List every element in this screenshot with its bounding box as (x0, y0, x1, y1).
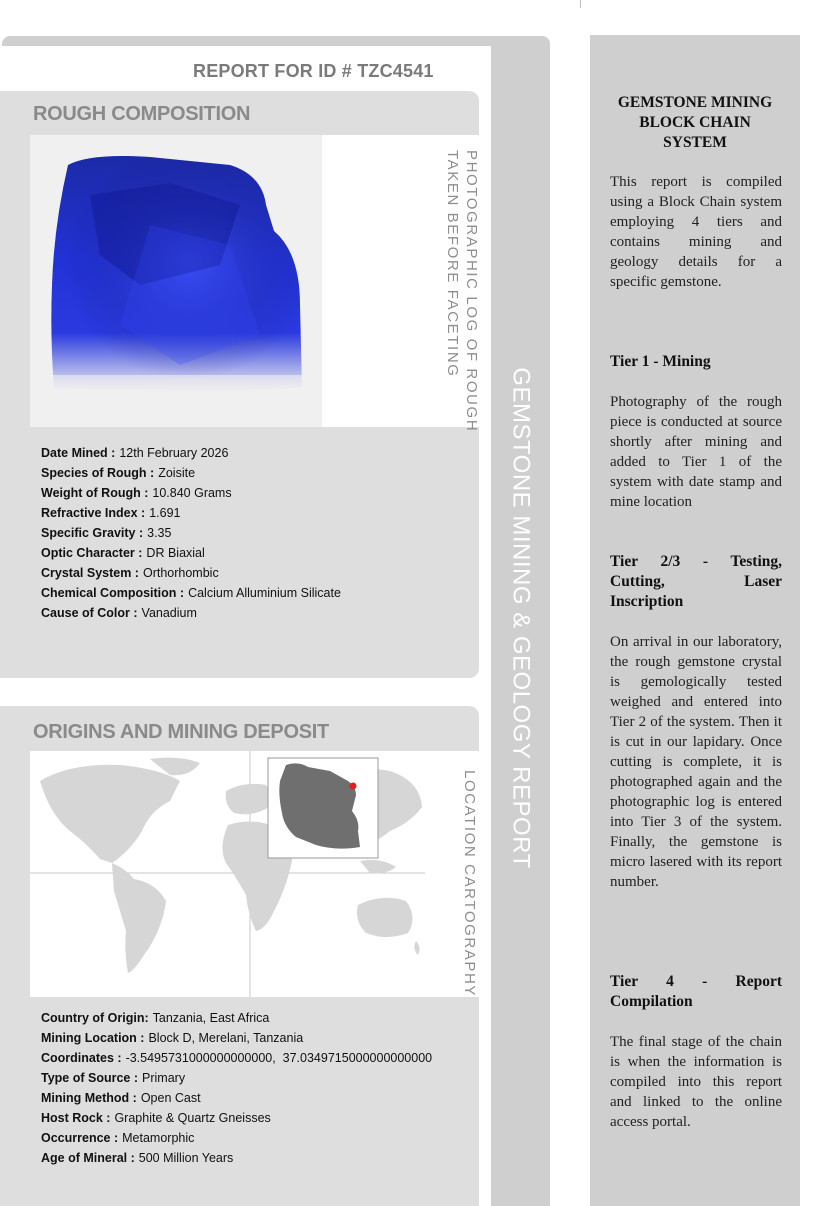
spec-label: Date Mined : (41, 446, 116, 460)
spec-row-chemical-composition (41, 583, 341, 603)
spec-label: Species of Rough : (41, 466, 155, 480)
band-text-holder (491, 360, 550, 876)
spec-label: Cause of Color : (41, 606, 138, 620)
spec-row-mining-method (41, 1088, 432, 1108)
spec-row-optic-character (41, 543, 341, 563)
tier4-heading: Tier 4 - Report Compilation (610, 973, 782, 1010)
tier1-heading: Tier 1 - Mining (610, 353, 711, 370)
tier23-heading: Tier 2/3 - Testing, Cutting, Laser Inscription (610, 553, 782, 610)
spec-label: Weight of Rough : (41, 486, 149, 500)
rough-photo-caption-line1: PHOTOGRAPHIC LOG OF ROUGH (463, 150, 480, 433)
spec-label: Chemical Composition : (41, 586, 185, 600)
map-caption: LOCATION CARTOGRAPHY (461, 770, 478, 998)
spec-value: Graphite & Quartz Gneisses (114, 1111, 271, 1125)
spec-value: Metamorphic (122, 1131, 195, 1145)
tier1-text: Photography of the rough piece is conducted at source shortly after mining and added to Tier 1 of the system with date stamp and mine location (610, 394, 782, 510)
spec-value: 12th February 2026 (119, 446, 229, 460)
spec-label: Type of Source : (41, 1071, 139, 1085)
spec-row-specific-gravity (41, 523, 341, 543)
top-header-bar (2, 36, 550, 46)
spec-value: 3.35 (147, 526, 172, 540)
spec-value: Orthorhombic (142, 566, 219, 580)
world-map (30, 751, 425, 997)
tier23-text: On arrival in our laboratory, the rough gemstone crystal is gemologically tested weighed and entered into Tier 2 of the system. Then it is cut in our lapidary. Once cutting is complete, it is photographed again and the photographic log is entered into Tier 3 of the system. Finally, the gemstone is micro lasered with its report number. (610, 634, 782, 890)
spec-value: -3.5495731000000000000, 37.0349715000000000000 (125, 1051, 433, 1065)
rough-specs-list (41, 443, 341, 623)
spec-label: Refractive Index : (41, 506, 146, 520)
origins-title: ORIGINS AND MINING DEPOSIT (33, 721, 329, 743)
spec-row-date-mined (41, 443, 341, 463)
spec-value: Calcium Alluminium Silicate (188, 586, 341, 600)
sidebar-title (590, 93, 800, 153)
rough-photo-area (30, 135, 479, 427)
spec-value: DR Biaxial (146, 546, 205, 560)
spec-row-crystal-system (41, 563, 341, 583)
band-title: GEMSTONE MINING & GEOLOGY REPORT (507, 367, 535, 869)
spec-row-host-rock (41, 1108, 432, 1128)
spec-label: Age of Mineral : (41, 1151, 135, 1165)
blockchain-sidebar (590, 35, 800, 1206)
spec-row-cause-of-color (41, 603, 341, 623)
spec-row-species (41, 463, 341, 483)
spec-label: Crystal System : (41, 566, 139, 580)
spec-value: 10.840 Grams (152, 486, 232, 500)
spec-label: Country of Origin: (41, 1011, 149, 1025)
spec-row-occurrence (41, 1128, 432, 1148)
rough-photo-caption-line2: TAKEN BEFORE FACETING (444, 150, 461, 378)
spec-row-age-of-mineral (41, 1148, 432, 1168)
spec-row-coordinates (41, 1048, 432, 1068)
rough-composition-title: ROUGH COMPOSITION (33, 103, 251, 125)
spec-row-type-of-source (41, 1068, 432, 1088)
spec-row-country (41, 1008, 432, 1028)
rough-gemstone-photo (30, 135, 322, 427)
world-map-graphic (30, 751, 425, 997)
top-tick-divider (580, 0, 581, 8)
spec-value: 500 Million Years (138, 1151, 234, 1165)
spec-value: 1.691 (149, 506, 181, 520)
spec-label: Mining Method : (41, 1091, 137, 1105)
spec-label: Occurrence : (41, 1131, 119, 1145)
rough-photo-caption (443, 150, 481, 432)
spec-row-weight (41, 483, 341, 503)
spec-label: Host Rock : (41, 1111, 111, 1125)
sidebar-title-text: GEMSTONE MINING BLOCK CHAIN SYSTEM (617, 94, 773, 151)
spec-value: Block D, Merelani, Tanzania (148, 1031, 304, 1045)
map-area (30, 751, 479, 997)
spec-value: Tanzania, East Africa (152, 1011, 270, 1025)
spec-label: Optic Character : (41, 546, 143, 560)
origins-specs-list (41, 1008, 432, 1168)
spec-value: Primary (142, 1071, 186, 1085)
tier4-text: The final stage of the chain is when the information is compiled into this report and linked to the online access portal. (610, 1034, 782, 1130)
spec-row-refractive-index (41, 503, 341, 523)
spec-row-mining-location (41, 1028, 432, 1048)
gemstone-image (30, 135, 322, 427)
spec-value: Vanadium (141, 606, 197, 620)
spec-label: Mining Location : (41, 1031, 145, 1045)
spec-label: Coordinates : (41, 1051, 122, 1065)
spec-label: Specific Gravity : (41, 526, 144, 540)
spec-value: Open Cast (140, 1091, 201, 1105)
report-id-heading: REPORT FOR ID # TZC4541 (193, 61, 434, 81)
sidebar-intro: This report is compiled using a Block Chain system employing 4 tiers and contains mining and geology details for a specific gemstone. (610, 174, 782, 290)
spec-value: Zoisite (158, 466, 196, 480)
